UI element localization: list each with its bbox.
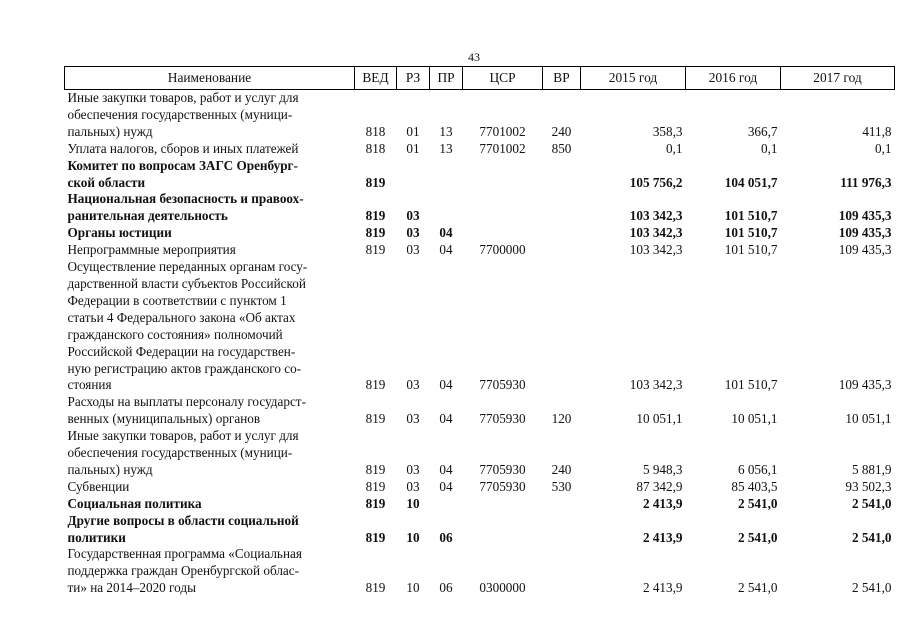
cell-rz: 10 (406, 580, 420, 596)
table-body (65, 90, 895, 598)
cell-2017: 109 435,3 (838, 242, 892, 258)
name-line: обеспечения государственных (муници- (67, 106, 293, 122)
cell-vr: 120 (551, 411, 572, 427)
cell-csr: 7701002 (479, 140, 526, 156)
cell-ved: 819 (365, 461, 386, 477)
cell-pr: 06 (439, 529, 453, 545)
cell-name (65, 479, 355, 496)
cell-2016: 366,7 (747, 123, 778, 139)
cell-name (65, 394, 355, 428)
budget-table (64, 66, 895, 597)
table-row (65, 225, 895, 242)
header-rz: РЗ (397, 67, 430, 90)
cell-vr (543, 546, 581, 597)
cell-2015: 103 342,3 (629, 242, 683, 258)
name-line: гражданского состояния» полномочий (67, 326, 283, 342)
cell-name (65, 496, 355, 513)
cell-2016: 101 510,7 (724, 225, 778, 241)
cell-2016: 6 056,1 (737, 461, 778, 477)
cell-csr: 0300000 (479, 580, 526, 596)
cell-name (65, 191, 355, 225)
cell-csr (463, 191, 543, 225)
cell-csr (463, 496, 543, 513)
cell-ved: 818 (365, 140, 386, 156)
name-line: Субвенции (67, 478, 130, 494)
cell-name (65, 428, 355, 479)
cell-rz: 03 (406, 478, 420, 494)
cell-2017: 0,1 (875, 140, 892, 156)
name-line: ную регистрацию актов гражданского со- (67, 360, 302, 376)
cell-csr: 7705930 (479, 478, 526, 494)
name-line: Иные закупки товаров, работ и услуг для (67, 90, 299, 105)
cell-vr (543, 513, 581, 547)
name-line: пальных) нужд (67, 461, 153, 477)
cell-name (65, 90, 355, 141)
cell-ved: 819 (365, 225, 386, 241)
cell-2017: 10 051,1 (845, 411, 892, 427)
name-line: стояния (67, 377, 112, 393)
cell-2016: 104 051,7 (724, 174, 778, 190)
table-row (65, 141, 895, 158)
table-row (65, 428, 895, 479)
table-row (65, 496, 895, 513)
cell-ved: 819 (365, 495, 386, 511)
cell-csr (463, 513, 543, 547)
cell-2015: 2 413,9 (642, 495, 683, 511)
name-line: Иные закупки товаров, работ и услуг для (67, 428, 299, 444)
cell-2016: 101 510,7 (724, 208, 778, 224)
header-2015: 2015 год (581, 67, 686, 90)
cell-2017: 109 435,3 (838, 208, 892, 224)
cell-2015: 103 342,3 (629, 208, 683, 224)
cell-2016: 10 051,1 (731, 411, 778, 427)
cell-2016: 101 510,7 (724, 242, 778, 258)
name-line: Социальная политика (67, 495, 202, 511)
cell-csr (463, 225, 543, 242)
cell-csr: 7700000 (479, 242, 526, 258)
name-line: Федерации в соответствии с пунктом 1 (67, 292, 287, 308)
cell-pr: 04 (439, 411, 453, 427)
table-row (65, 394, 895, 428)
cell-name (65, 158, 355, 192)
cell-ved: 818 (365, 123, 386, 139)
name-line: политики (67, 529, 126, 545)
table-row (65, 546, 895, 597)
page-number: 43 (468, 50, 480, 64)
table-row (65, 90, 895, 141)
cell-vr (543, 225, 581, 242)
cell-ved: 819 (365, 377, 386, 393)
cell-2016: 101 510,7 (724, 377, 778, 393)
cell-pr: 04 (439, 225, 453, 241)
cell-pr: 04 (439, 242, 453, 258)
header-2017: 2017 год (781, 67, 895, 90)
cell-vr (543, 259, 581, 394)
cell-vr: 240 (551, 461, 572, 477)
cell-pr: 06 (439, 580, 453, 596)
name-line: ской области (67, 174, 146, 190)
cell-2015: 10 051,1 (636, 411, 683, 427)
name-line: Национальная безопасность и правоох- (67, 191, 304, 207)
cell-name (65, 225, 355, 242)
table-row (65, 158, 895, 192)
cell-pr (430, 191, 463, 225)
header-ved: ВЕД (355, 67, 397, 90)
cell-2015: 103 342,3 (629, 225, 683, 241)
header-csr: ЦСР (463, 67, 543, 90)
name-line: Расходы на выплаты персоналу государст- (67, 394, 306, 410)
cell-pr: 04 (439, 377, 453, 393)
cell-vr: 240 (551, 123, 572, 139)
name-line: Органы юстиции (67, 225, 172, 241)
cell-pr (430, 496, 463, 513)
cell-pr: 04 (439, 478, 453, 494)
cell-pr: 04 (439, 461, 453, 477)
cell-vr (543, 158, 581, 192)
cell-rz: 03 (406, 461, 420, 477)
cell-2017: 109 435,3 (838, 225, 892, 241)
cell-pr (430, 158, 463, 192)
cell-2016: 2 541,0 (737, 495, 778, 511)
cell-vr (543, 191, 581, 225)
cell-rz: 03 (406, 225, 420, 241)
cell-rz: 10 (406, 529, 420, 545)
cell-2016: 85 403,5 (731, 478, 778, 494)
name-line: Другие вопросы в области социальной (67, 512, 299, 528)
cell-2015: 103 342,3 (629, 377, 683, 393)
name-line: Осуществление переданных органам госу- (67, 259, 308, 275)
cell-ved: 819 (365, 529, 386, 545)
table-row (65, 479, 895, 496)
cell-name (65, 259, 355, 394)
cell-vr: 850 (551, 140, 572, 156)
name-line: ранительная деятельность (67, 208, 228, 224)
cell-ved: 819 (365, 411, 386, 427)
cell-vr (543, 496, 581, 513)
cell-pr: 13 (439, 123, 453, 139)
cell-2016: 2 541,0 (737, 580, 778, 596)
name-line: Государственная программа «Социальная (67, 546, 302, 562)
cell-2017: 93 502,3 (845, 478, 892, 494)
cell-2015: 5 948,3 (642, 461, 683, 477)
cell-2016: 2 541,0 (737, 529, 778, 545)
cell-csr: 7705930 (479, 411, 526, 427)
cell-ved: 819 (365, 242, 386, 258)
cell-rz: 03 (406, 377, 420, 393)
header-pr: ПР (430, 67, 463, 90)
cell-2017: 2 541,0 (851, 529, 892, 545)
cell-rz: 01 (406, 140, 420, 156)
name-line: пальных) нужд (67, 123, 153, 139)
cell-2017: 411,8 (862, 123, 892, 139)
cell-name (65, 242, 355, 259)
cell-2017: 2 541,0 (851, 580, 892, 596)
cell-rz: 03 (406, 411, 420, 427)
cell-2015: 2 413,9 (642, 529, 683, 545)
cell-name (65, 513, 355, 547)
name-line: Российской Федерации на государствен- (67, 343, 296, 359)
cell-rz: 01 (406, 123, 420, 139)
cell-name (65, 141, 355, 158)
name-line: Комитет по вопросам ЗАГС Оренбург- (67, 157, 298, 173)
cell-vr (543, 242, 581, 259)
cell-ved: 819 (365, 478, 386, 494)
cell-rz: 10 (406, 495, 420, 511)
cell-csr (463, 158, 543, 192)
cell-2017: 109 435,3 (838, 377, 892, 393)
header-2016: 2016 год (686, 67, 781, 90)
cell-2015: 0,1 (666, 140, 683, 156)
cell-csr: 7705930 (479, 461, 526, 477)
cell-2015: 87 342,9 (636, 478, 683, 494)
name-line: статьи 4 Федерального закона «Об актах (67, 309, 296, 325)
name-line: Непрограммные мероприятия (67, 242, 236, 258)
name-line: поддержка граждан Оренбургской облас- (67, 563, 300, 579)
cell-pr: 13 (439, 140, 453, 156)
cell-name (65, 546, 355, 597)
name-line: обеспечения государственных (муници- (67, 445, 293, 461)
cell-2015: 105 756,2 (629, 174, 683, 190)
cell-ved: 819 (365, 580, 386, 596)
cell-vr: 530 (551, 478, 572, 494)
header-vr: ВР (543, 67, 581, 90)
cell-2015: 358,3 (652, 123, 683, 139)
table-row (65, 259, 895, 394)
name-line: венных (муниципальных) органов (67, 411, 261, 427)
cell-2017: 111 976,3 (840, 174, 892, 190)
cell-2015: 2 413,9 (642, 580, 683, 596)
cell-rz (397, 158, 430, 192)
cell-csr: 7705930 (479, 377, 526, 393)
cell-ved: 819 (365, 174, 386, 190)
table-row (65, 242, 895, 259)
cell-ved: 819 (365, 208, 386, 224)
cell-rz: 03 (406, 242, 420, 258)
cell-2017: 2 541,0 (851, 495, 892, 511)
name-line: дарственной власти субъектов Российской (67, 275, 306, 291)
table-row (65, 513, 895, 547)
name-line: ти» на 2014–2020 годы (67, 580, 196, 596)
table-header-row (65, 67, 895, 90)
header-name: Наименование (65, 67, 355, 90)
cell-2017: 5 881,9 (851, 461, 892, 477)
cell-rz: 03 (406, 208, 420, 224)
cell-csr: 7701002 (479, 123, 526, 139)
cell-2016: 0,1 (761, 140, 778, 156)
name-line: Уплата налогов, сборов и иных платежей (67, 140, 299, 156)
table-row (65, 191, 895, 225)
